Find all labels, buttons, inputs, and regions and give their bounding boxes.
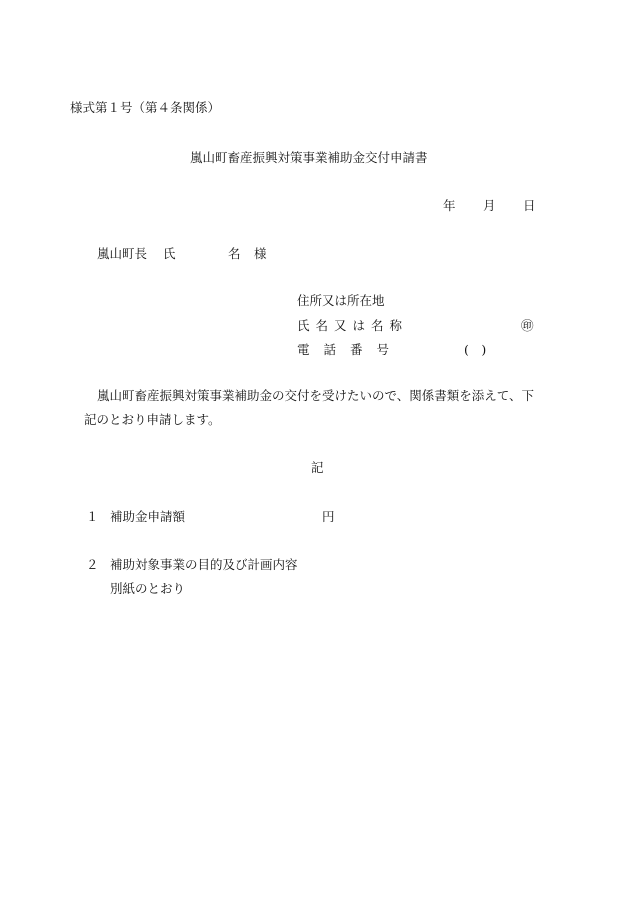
- phone-parentheses: ( ): [464, 342, 487, 357]
- addressee-name-label-1: 氏: [163, 246, 176, 261]
- body-text-line-1: 嵐山町畜産振興対策事業補助金の交付を受けたいので、関係書類を添えて、下: [97, 388, 535, 403]
- item-2-detail: 別紙のとおり: [110, 581, 186, 596]
- ki-heading: 記: [311, 460, 324, 475]
- form-number: 様式第１号（第４条関係）: [70, 100, 221, 115]
- item-2-label: 補助対象事業の目的及び計画内容: [110, 557, 298, 572]
- applicant-name-label: 氏名又は名称: [297, 318, 409, 333]
- item-1-number: １: [86, 509, 99, 524]
- addressee-name-label-2: 名: [228, 246, 241, 261]
- item-2-number: ２: [86, 557, 99, 572]
- item-1-label: 補助金申請額: [110, 509, 186, 524]
- seal-mark: ㊞: [521, 318, 534, 333]
- applicant-phone-label: 電話番号: [297, 342, 404, 357]
- date-day-label: 日: [523, 198, 536, 213]
- body-text-line-2: 記のとおり申請します。: [84, 412, 221, 427]
- date-year-label: 年: [443, 198, 456, 213]
- date-month-label: 月: [483, 198, 496, 213]
- item-1-unit: 円: [322, 509, 335, 524]
- addressee-position: 嵐山町長: [97, 246, 148, 261]
- applicant-address-label: 住所又は所在地: [297, 293, 385, 308]
- addressee-honorific: 様: [254, 246, 267, 261]
- form-title: 嵐山町畜産振興対策事業補助金交付申請書: [190, 150, 428, 165]
